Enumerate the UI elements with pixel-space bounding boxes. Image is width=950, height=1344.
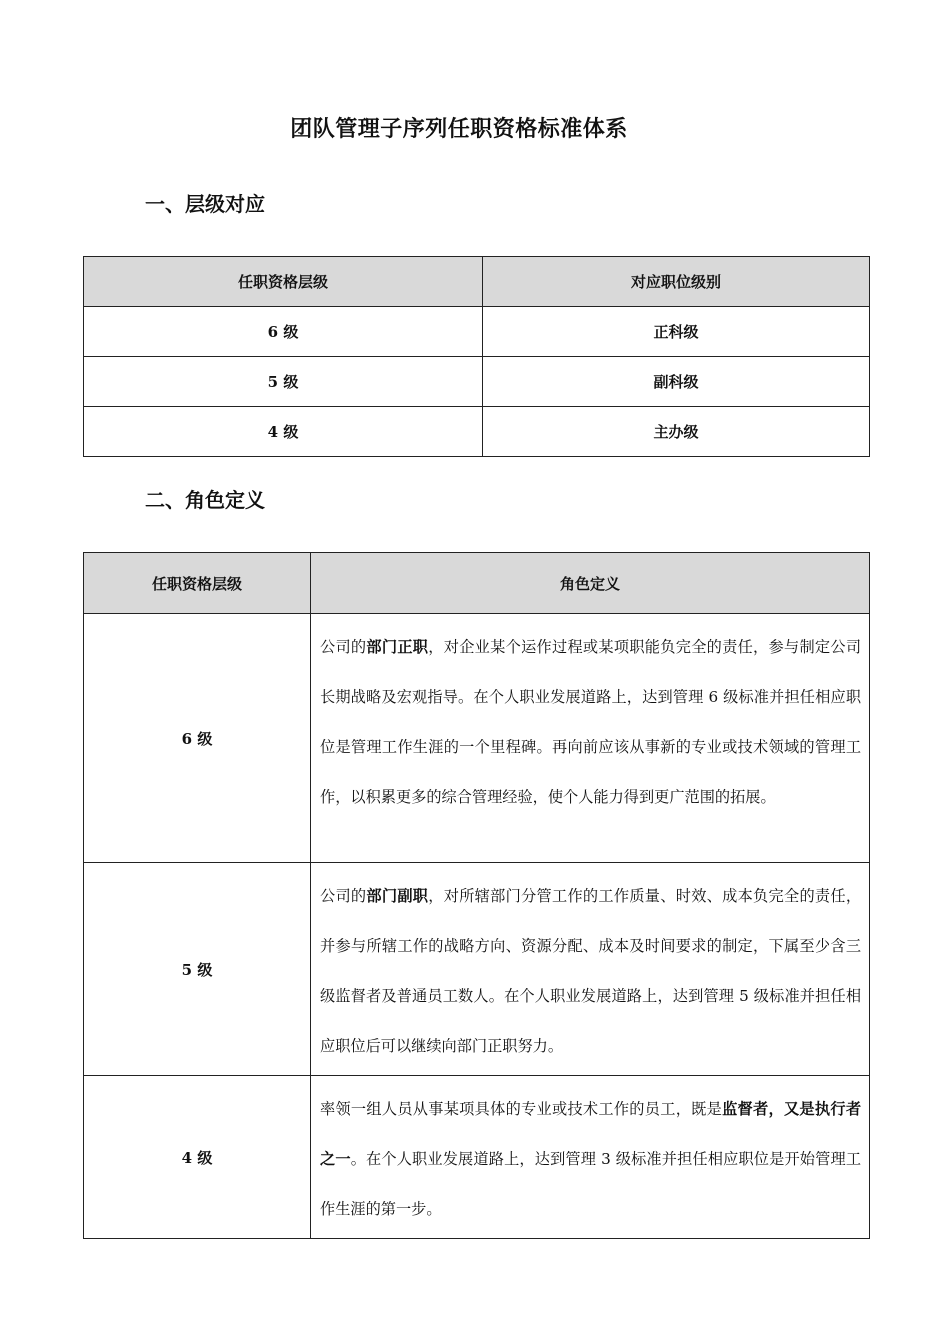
table-row (84, 1076, 870, 1239)
definition-text: 级标准并担任相应职位后可以继续向部门正职努力。 (320, 987, 862, 1055)
level-cell: 4 级 (84, 1076, 311, 1239)
table-row (84, 614, 870, 863)
level-cell: 5 级 (84, 863, 311, 1076)
table-header-row (84, 257, 870, 307)
definition-text: 公司的 (320, 887, 367, 905)
definition-text: ，对所辖部门分管工作的工作质量、时效、成本负完全的责任，并参与所辖工作的战略方向、资源分配、成本及时间要求的制定，下属至少含三级监督者及普通员工数人。在个人职业发展道路上，达到管理 (320, 887, 862, 1005)
table-row (84, 407, 870, 457)
definition-text: 级标准并担任相应职位是管理工作生涯的一个里程碑。再向前应该从事新的专业或技术领域的管理工作，以积累更多的综合管理经验，使个人能力得到更广范围的拓展。 (320, 688, 862, 806)
column-header-role-definition: 角色定义 (311, 553, 870, 614)
role-definition-cell (311, 614, 870, 863)
definition-level-number: 6 (708, 688, 719, 706)
definition-text: 率领一组人员从事某项具体的专业或技术工作的员工，既是 (320, 1100, 723, 1118)
definition-level-number: 3 (601, 1150, 611, 1168)
table-header-row (84, 553, 870, 614)
definition-level-number: 5 (739, 987, 749, 1005)
definition-text: ，对企业某个运作过程或某项职能负完全的责任，参与制定公司长期战略及宏观指导。在个人职业发展道路上，达到管理 (320, 638, 862, 706)
table-row (84, 307, 870, 357)
column-header-qualification-level: 任职资格层级 (84, 257, 483, 307)
position-cell: 正科级 (483, 307, 870, 357)
definition-text: 公司的 (320, 638, 367, 656)
level-cell: 5 级 (84, 357, 483, 407)
document-title: 团队管理子序列任职资格标准体系 (290, 117, 628, 142)
level-cell: 6 级 (84, 307, 483, 357)
position-cell: 主办级 (483, 407, 870, 457)
column-header-position-level: 对应职位级别 (483, 257, 870, 307)
definition-emphasis: 监督者，又是执行者之一 (320, 1100, 862, 1168)
definition-emphasis: 部门正职 (366, 638, 429, 656)
section-heading-level-mapping: 一、层级对应 (145, 192, 265, 216)
definition-text: 级标准并担任相应职位是开始管理工作生涯的第一步。 (320, 1150, 862, 1218)
role-definition-cell (311, 1076, 870, 1239)
definition-text: 。在个人职业发展道路上，达到管理 (350, 1150, 602, 1168)
definition-emphasis: 部门副职 (366, 887, 429, 905)
level-mapping-table (83, 256, 870, 457)
role-definition-table (83, 552, 870, 1239)
table-row (84, 357, 870, 407)
position-cell: 副科级 (483, 357, 870, 407)
level-cell: 4 级 (84, 407, 483, 457)
table-row (84, 863, 870, 1076)
section-heading-role-definition: 二、角色定义 (145, 488, 265, 512)
level-cell: 6 级 (84, 614, 311, 863)
column-header-qualification-level: 任职资格层级 (84, 553, 311, 614)
role-definition-cell (311, 863, 870, 1076)
